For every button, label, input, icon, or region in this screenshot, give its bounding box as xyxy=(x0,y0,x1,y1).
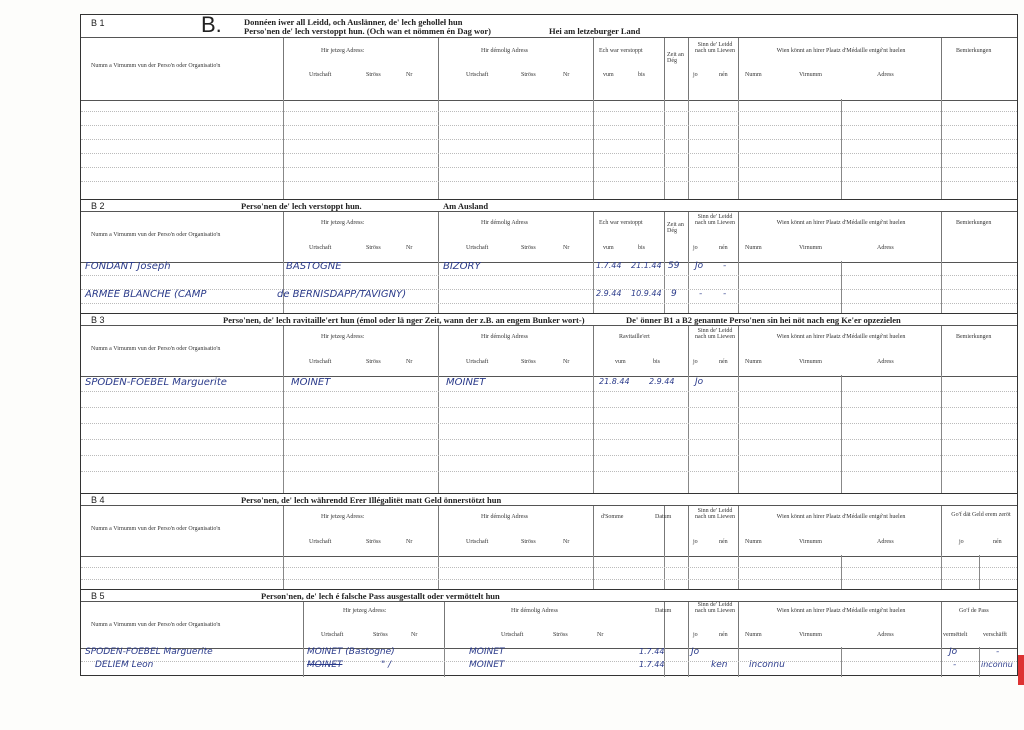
b2-hdr-hidden: Ech war verstoppt xyxy=(599,220,643,226)
b3-hdr-ortschaft: Urtschaft xyxy=(309,359,332,365)
b4-hdr-money: Go'f dät Geld erem zeröt xyxy=(951,512,1011,518)
b5-hdr-alive: Sinn de' Leidd nach um Liewen xyxy=(695,602,735,614)
b1-hdr-ortschaft: Urtschaft xyxy=(309,72,332,78)
b4-hdr-adress: Adress xyxy=(877,539,894,545)
b3-r1-current: MOINET xyxy=(291,377,331,388)
b4-hdr-strooss: Ströss xyxy=(366,539,381,545)
b2-hdr-vum: vum xyxy=(603,245,614,251)
b5-code: B 5 xyxy=(91,591,105,601)
b5-hdr-jo: jo xyxy=(693,632,698,638)
b3-hdr-remarks: Bemierkungen xyxy=(956,334,992,340)
b2-r2-dash: - xyxy=(723,289,727,299)
b1-hdr-time: Zeit an Dég xyxy=(667,52,684,64)
b1-hdr-jo: jo xyxy=(693,72,698,78)
b1-title-band xyxy=(81,12,1017,37)
b1-hdr-adress: Adress xyxy=(877,72,894,78)
b3-header xyxy=(81,325,1017,377)
b2-grid xyxy=(81,261,1017,313)
b4-hdr-jo: jo xyxy=(693,539,698,545)
b3-hdr-vum: vum xyxy=(615,359,626,365)
b5-r2-medal: inconnu xyxy=(749,660,785,670)
b3-title-right: De' önner B1 a B2 genannte Perso'nen sin hei nöt nach eng Ke'er opzezielen xyxy=(626,315,901,325)
b3-hdr-nen: nén xyxy=(719,359,728,365)
b5-hdr-name: Numm a Virnumm vun der Perso'n oder Organisatio'n xyxy=(91,622,221,628)
b5-hdr-nen: nén xyxy=(719,632,728,638)
b5-r2-former: MOINET xyxy=(469,660,505,670)
b3-r1-former: MOINET xyxy=(446,377,486,388)
b5-hdr-vermettelt: vermëttelt xyxy=(943,632,968,638)
b5-r1-date: 1.7.44 xyxy=(639,647,665,656)
b5-hdr-former: Hir démolig Adress xyxy=(511,608,558,614)
b3-hdr-medal: Wien könnt an hirer Plaatz d'Médaille entgé'nt huelen xyxy=(776,334,906,340)
b1-hdr-strooss2: Ströss xyxy=(521,72,536,78)
b4-hdr-current: Hir jetzeg Adress: xyxy=(321,514,365,520)
b2-r1-days: 59 xyxy=(668,261,680,271)
b1-hdr-alive: Sinn de' Leidd nach um Liewen xyxy=(695,42,735,54)
b2-hdr-alive: Sinn de' Leidd nach um Liewen xyxy=(695,214,735,226)
b4-hdr-ortschaft: Urtschaft xyxy=(309,539,332,545)
b5-r2-date: 1.7.44 xyxy=(639,660,665,669)
b2-r1-to: 21.1.44 xyxy=(631,261,662,270)
b3-hdr-alive: Sinn de' Leidd nach um Liewen xyxy=(695,328,735,340)
b4-hdr-medal: Wien könnt an hirer Plaatz d'Médaille entgé'nt huelen xyxy=(776,514,906,520)
b2-hdr-ortschaft: Urtschaft xyxy=(309,245,332,251)
b3-hdr-bis: bis xyxy=(653,359,661,365)
b4-hdr-nr: Nr xyxy=(406,539,413,545)
b4-title: Perso'nen, de' lech währendd Erer Illégalitët matt Geld önnerstötzt hun xyxy=(241,495,502,505)
edge-mark xyxy=(1018,655,1024,685)
b1-hdr-numm: Numm xyxy=(745,72,762,78)
b3-hdr-ravit: Ravitaille'ert xyxy=(619,334,650,340)
b2-hdr-time: Zeit an Dég xyxy=(667,222,684,234)
b1-grid xyxy=(81,99,1017,199)
b5-r1-pass-dash: - xyxy=(996,647,1000,657)
b2-title-right: Am Ausland xyxy=(443,201,489,211)
b5-hdr-nr2: Nr xyxy=(597,632,604,638)
b3-r1-from: 21.8.44 xyxy=(599,377,630,386)
b5-grid xyxy=(81,647,1017,677)
b2-code: B 2 xyxy=(91,201,105,211)
b5-r2-name: DELIEM Leon xyxy=(95,660,154,670)
b4-hdr-nr2: Nr xyxy=(563,539,570,545)
b4-hdr-alive: Sinn de' Leidd nach um Liewen xyxy=(695,508,735,520)
b5-hdr-strooss: Ströss xyxy=(373,632,388,638)
b4-header xyxy=(81,505,1017,557)
b4-hdr-name: Numm a Virnumm vun der Perso'n oder Organisatio'n xyxy=(91,526,221,532)
b1-hdr-nr2: Nr xyxy=(563,72,570,78)
b4-hdr-strooss2: Ströss xyxy=(521,539,536,545)
b3-hdr-virnumm: Virnumm xyxy=(799,359,822,365)
b2-r1-dash: - xyxy=(723,261,727,271)
b2-r2-days: 9 xyxy=(671,289,677,299)
b1-hdr-nen: nén xyxy=(719,72,728,78)
b3-hdr-former: Hir démolig Adress xyxy=(481,334,528,340)
b5-hdr-medal: Wien könnt an hirer Plaatz d'Médaille entgé'nt huelen xyxy=(776,608,906,614)
b1-hdr-vum: vum xyxy=(603,72,614,78)
b1-hdr-name: Numm a Virnumm vun der Perso'n oder Organisatio'n xyxy=(91,63,221,69)
b5-hdr-nr: Nr xyxy=(411,632,418,638)
b3-hdr-nr2: Nr xyxy=(563,359,570,365)
b2-hdr-current: Hir jetzeg Adress: xyxy=(321,220,365,226)
b4-hdr-nen: nén xyxy=(719,539,728,545)
b2-r2-from: 2.9.44 xyxy=(596,289,622,298)
b1-hdr-current: Hir jetzeg Adress: xyxy=(321,48,365,54)
b2-hdr-medal: Wien könnt an hirer Plaatz d'Médaille entgé'nt huelen xyxy=(776,220,906,226)
b1-title-line2: Perso'nen de' lech verstoppt hun. (Och wan et nömmen én Dag wor) xyxy=(244,26,491,36)
b5-r2-pass-note: inconnu xyxy=(981,660,1013,669)
b3-hdr-current: Hir jetzeg Adress: xyxy=(321,334,365,340)
b5-r1-former: MOINET xyxy=(469,647,505,657)
b5-hdr-numm: Numm xyxy=(745,632,762,638)
b3-hdr-adress: Adress xyxy=(877,359,894,365)
b5-title: Person'nen, de' lech é falsche Pass ausgestallt oder vermöttelt hun xyxy=(261,591,500,601)
b4-hdr-money-jo: jo xyxy=(959,539,964,545)
b1-code: B 1 xyxy=(91,18,105,28)
b5-hdr-ortschaft2: Urtschaft xyxy=(501,632,524,638)
b3-code: B 3 xyxy=(91,315,105,325)
b5-hdr-pass: Go'f de Pass xyxy=(959,608,989,614)
b5-hdr-current: Hir jetzeg Adress: xyxy=(343,608,387,614)
section-letter: B. xyxy=(201,12,222,37)
b5-hdr-strooss2: Ströss xyxy=(553,632,568,638)
b2-hdr-numm: Numm xyxy=(745,245,762,251)
b2-hdr-adress: Adress xyxy=(877,245,894,251)
b3-hdr-ortschaft2: Urtschaft xyxy=(466,359,489,365)
b1-header xyxy=(81,37,1017,101)
b4-grid xyxy=(81,555,1017,589)
b4-hdr-money-nen: nén xyxy=(993,539,1002,545)
b2-r1-current: BASTOGNE xyxy=(286,261,342,272)
form-sheet xyxy=(80,14,1018,676)
b5-r2-pass-dash: - xyxy=(953,660,957,670)
b2-r1-former: BIZORY xyxy=(443,261,481,272)
b3-hdr-strooss: Ströss xyxy=(366,359,381,365)
b4-hdr-numm: Numm xyxy=(745,539,762,545)
b4-hdr-datum: Datum xyxy=(655,514,672,520)
b4-hdr-former: Hir démolig Adress xyxy=(481,514,528,520)
b2-hdr-ortschaft2: Urtschaft xyxy=(466,245,489,251)
b2-hdr-former: Hir démolig Adress xyxy=(481,220,528,226)
b4-code: B 4 xyxy=(91,495,105,505)
b5-header xyxy=(81,601,1017,649)
b5-hdr-verschafft: verschäfft xyxy=(983,632,1007,638)
b3-title: Perso'nen, de' lech ravitaille'ert hun (émol oder lä nger Zeit, wann der z.B. an engem Bunker wort-) xyxy=(223,315,585,325)
b3-hdr-name: Numm a Virnumm vun der Perso'n oder Organisatio'n xyxy=(91,346,221,352)
b2-title: Perso'nen de' lech verstoppt hun. xyxy=(241,201,362,211)
b2-hdr-bis: bis xyxy=(638,245,646,251)
b3-grid xyxy=(81,375,1017,493)
b3-hdr-jo: jo xyxy=(693,359,698,365)
b3-hdr-strooss2: Ströss xyxy=(521,359,536,365)
b2-hdr-strooss: Ströss xyxy=(366,245,381,251)
b1-hdr-strooss: Ströss xyxy=(366,72,381,78)
b1-hdr-hidden: Ech war verstoppt xyxy=(599,48,643,54)
b2-header xyxy=(81,211,1017,263)
b5-r2-alive: ken xyxy=(711,660,728,670)
b3-r1-name: SPODEN-FOEBEL Marguerite xyxy=(85,377,227,388)
b2-hdr-nr: Nr xyxy=(406,245,413,251)
b2-r2-name: ARMEE BLANCHE (CAMP xyxy=(85,289,207,300)
b2-r1-name: FONDANT Joseph xyxy=(85,261,171,272)
b2-hdr-remarks: Bemierkungen xyxy=(956,220,992,226)
b2-hdr-nen: nén xyxy=(719,245,728,251)
b2-r1-from: 1.7.44 xyxy=(596,261,622,270)
b5-r1-pass: Jo xyxy=(949,647,958,657)
b5-r1-current: MOINET (Bastogne) xyxy=(307,647,395,657)
b5-r1-name: SPODEN-FOEBEL Marguerite xyxy=(85,647,213,657)
b1-hdr-virnumm: Virnumm xyxy=(799,72,822,78)
b1-hdr-former: Hir démolig Adress xyxy=(481,48,528,54)
b1-hdr-nr: Nr xyxy=(406,72,413,78)
b5-hdr-adress: Adress xyxy=(877,632,894,638)
b3-hdr-nr: Nr xyxy=(406,359,413,365)
b2-r2-to: 10.9.44 xyxy=(631,289,662,298)
b5-r1-alive: Jo xyxy=(691,647,700,657)
b2-r2-current: de BERNISDAPP/TAVIGNY) xyxy=(277,289,407,300)
b1-title-right: Hei am letzeburger Land xyxy=(549,26,641,36)
b5-r2-current: MOINET xyxy=(307,660,343,670)
b2-r1-alive: Jo xyxy=(695,261,704,271)
b2-hdr-virnumm: Virnumm xyxy=(799,245,822,251)
b3-r1-to: 2.9.44 xyxy=(649,377,675,386)
b5-hdr-virnumm: Virnumm xyxy=(799,632,822,638)
b1-hdr-remarks: Bemierkungen xyxy=(956,48,992,54)
b2-hdr-strooss2: Ströss xyxy=(521,245,536,251)
b5-hdr-ortschaft: Urtschaft xyxy=(321,632,344,638)
b2-r2-alive: - xyxy=(699,289,703,299)
b2-hdr-nr2: Nr xyxy=(563,245,570,251)
b3-hdr-numm: Numm xyxy=(745,359,762,365)
b1-hdr-bis: bis xyxy=(638,72,646,78)
b4-hdr-virnumm: Virnumm xyxy=(799,539,822,545)
b1-hdr-medal: Wien könnt an hirer Plaatz d'Médaille entgé'nt huelen xyxy=(776,48,906,54)
b3-r1-alive: Jo xyxy=(695,377,704,387)
b2-hdr-name: Numm a Virnumm vun der Perso'n oder Organisatio'n xyxy=(91,232,221,238)
b1-hdr-ortschaft2: Urtschaft xyxy=(466,72,489,78)
b5-r2-current-ditto: " / xyxy=(381,660,392,670)
b2-hdr-jo: jo xyxy=(693,245,698,251)
b5-hdr-datum: Datum xyxy=(655,608,672,614)
b1-title-line1: Donnéen iwer all Leidd, och Auslänner, de' lech geholleł hun xyxy=(244,17,463,27)
b4-hdr-ortschaft2: Urtschaft xyxy=(466,539,489,545)
b4-hdr-somme: d'Somme xyxy=(601,514,624,520)
